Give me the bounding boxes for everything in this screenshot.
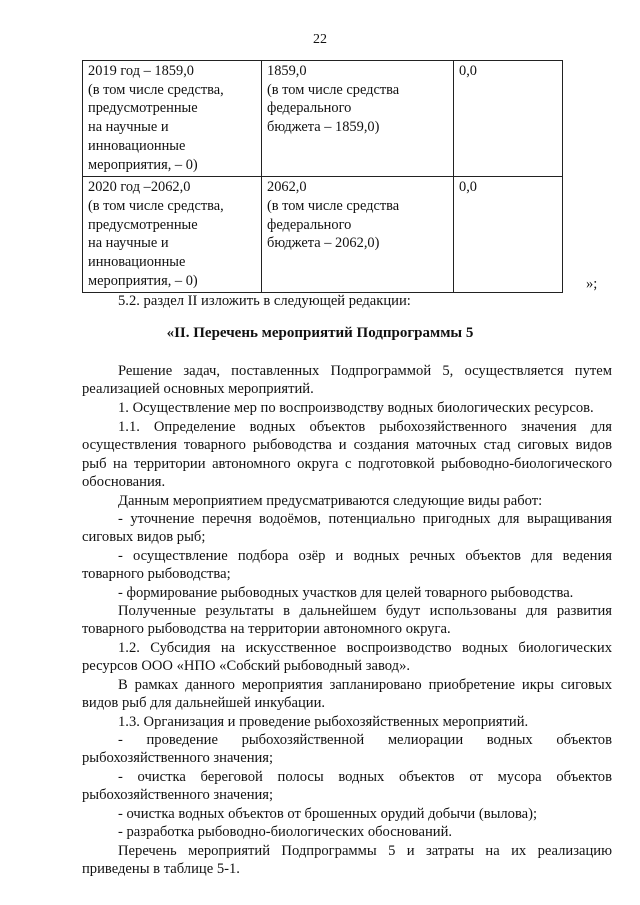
text-line: Перечень мероприятий Подпрограммы 5 и затраты на их реализацию <box>118 843 612 859</box>
amendment-instruction: 5.2. раздел II изложить в следующей редакции: <box>118 293 411 309</box>
table-cell-federal-2019 <box>262 61 454 177</box>
text-line: 1.2. Субсидия на искусственное воспроизводство водных биологических <box>118 640 612 656</box>
cell-line: 2019 год – 1859,0 <box>88 63 194 79</box>
table-cell-other-2019 <box>454 61 563 177</box>
cell-line: 2020 год –2062,0 <box>88 179 191 196</box>
paragraph <box>82 768 612 805</box>
paragraph <box>82 731 612 768</box>
text-line: 1.1. Определение водных объектов рыбохозяйственного значения для <box>118 419 612 435</box>
cell-line: 0,0 <box>459 63 477 79</box>
text-line: осуществления товарного рыбоводства и создания маточных стад сиговых видов <box>82 437 612 454</box>
text-line: - формирование рыбоводных участков для целей товарного рыбоводства. <box>118 585 574 601</box>
closing-quote: »; <box>586 276 598 292</box>
paragraph <box>82 510 612 547</box>
text-line: сиговых видов рыб; <box>82 529 206 546</box>
cell-line: предусмотренные <box>88 100 198 117</box>
text-line: 1. Осуществление мер по воспроизводству водных биологических ресурсов. <box>118 400 594 416</box>
paragraph <box>82 823 612 841</box>
financing-table <box>82 60 563 293</box>
paragraph <box>82 676 612 713</box>
text-line: товарного рыбоводства; <box>82 566 231 583</box>
text-line: товарного рыбоводства на территории автономного округа. <box>82 621 451 638</box>
text-line: рыб на территории автономного округа с подготовкой рыбоводно-биологического <box>82 455 612 472</box>
paragraph <box>82 492 612 510</box>
cell-line: мероприятия, – 0) <box>88 156 198 173</box>
text-line: - осуществление подбора озёр и водных речных объектов для ведения <box>118 548 612 564</box>
text-line: приведены в таблице 5-1. <box>82 861 240 878</box>
table-cell-federal-2020 <box>262 177 454 293</box>
paragraph <box>82 584 612 602</box>
cell-line: 0,0 <box>459 179 477 196</box>
paragraph <box>82 842 612 879</box>
text-line: ресурсов ООО «НПО «Собский рыбоводный завод». <box>82 658 411 675</box>
text-line: рыбохозяйственного значения; <box>82 787 274 804</box>
table-row <box>83 61 563 177</box>
text-line <box>82 362 612 380</box>
paragraph <box>82 805 612 823</box>
paragraph <box>82 362 612 399</box>
cell-line: инновационные <box>88 137 186 154</box>
cell-line: на научные и <box>88 235 169 252</box>
text-line: - очистка береговой полосы водных объектов от мусора объектов <box>118 769 612 785</box>
cell-line: (в том числе средства, <box>88 81 224 98</box>
cell-line: предусмотренные <box>88 216 198 233</box>
text-line: видов рыб для дальнейшей инкубации. <box>82 695 326 712</box>
table-cell-other-2020 <box>454 177 563 293</box>
cell-line: (в том числе средства, <box>88 197 224 214</box>
paragraph <box>82 399 612 417</box>
text-line-content: Решение задач, поставленных Подпрограммой 5, осуществляется путем <box>118 363 612 379</box>
section-heading: «II. Перечень мероприятий Подпрограммы 5 <box>166 325 474 341</box>
text-line: В рамках данного мероприятия запланировано приобретение икры сиговых <box>118 677 612 693</box>
cell-line: федерального <box>267 100 352 117</box>
cell-line: на научные и <box>88 119 169 136</box>
cell-line: федерального <box>267 216 352 233</box>
text-line: - разработка рыбоводно-биологических обоснований. <box>118 824 453 840</box>
text-line: - проведение рыбохозяйственной мелиорации водных объектов <box>118 732 612 748</box>
text-line: 1.3. Организация и проведение рыбохозяйственных мероприятий. <box>118 714 529 730</box>
cell-line: (в том числе средства <box>267 197 400 214</box>
cell-line: 1859,0 <box>267 63 307 79</box>
table-cell-year-2019 <box>83 61 262 177</box>
text-line: реализацией основных мероприятий. <box>82 381 314 398</box>
cell-line: (в том числе средства <box>267 81 400 98</box>
text-line: рыбохозяйственного значения; <box>82 750 274 767</box>
cell-line: инновационные <box>88 254 186 271</box>
paragraph <box>82 639 612 676</box>
cell-line: мероприятия, – 0) <box>88 272 198 289</box>
text-line: - уточнение перечня водоёмов, потенциально пригодных для выращивания <box>118 511 612 527</box>
paragraph <box>82 547 612 584</box>
page-number: 22 <box>313 32 327 47</box>
cell-line: 2062,0 <box>267 179 307 196</box>
cell-line: бюджета – 1859,0) <box>267 119 380 136</box>
paragraph <box>82 713 612 731</box>
table-row <box>83 177 563 293</box>
paragraph <box>82 418 612 491</box>
table-cell-year-2020 <box>83 177 262 293</box>
text-line: Полученные результаты в дальнейшем будут использованы для развития <box>118 603 612 619</box>
text-line: обоснования. <box>82 473 166 490</box>
cell-line: бюджета – 2062,0) <box>267 235 380 252</box>
text-line: - очистка водных объектов от брошенных орудий добычи (вылова); <box>118 806 538 822</box>
paragraph <box>82 602 612 639</box>
text-line: Данным мероприятием предусматриваются следующие виды работ: <box>118 493 543 509</box>
